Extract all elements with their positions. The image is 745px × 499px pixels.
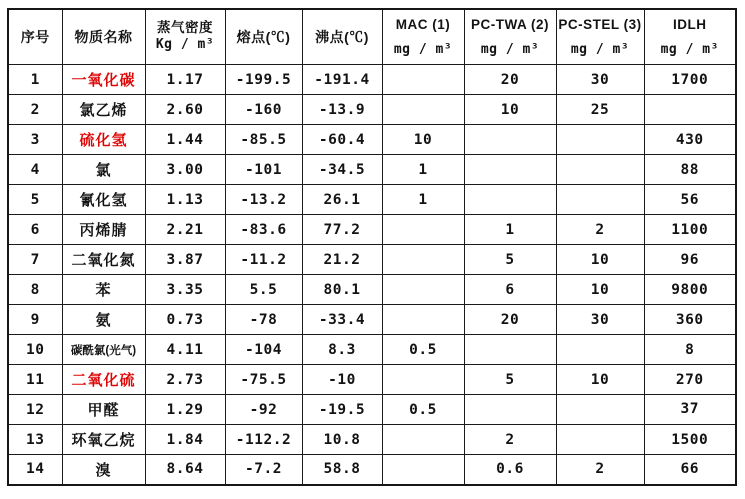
cell-mp: -92 — [225, 395, 302, 425]
cell-name: 二氧化氮 — [62, 245, 145, 275]
chemical-data-table — [7, 8, 737, 486]
cell-bp: -33.4 — [302, 305, 382, 335]
cell-mp: -104 — [225, 335, 302, 365]
cell-name: 碳酰氯(光气) — [62, 335, 145, 365]
cell-no: 11 — [8, 365, 62, 395]
cell-name: 氯 — [62, 155, 145, 185]
cell-name: 环氧乙烷 — [62, 425, 145, 455]
cell-no: 2 — [8, 95, 62, 125]
cell-mp: -78 — [225, 305, 302, 335]
cell-mp: -83.6 — [225, 215, 302, 245]
cell-bp: 8.3 — [302, 335, 382, 365]
cell-density: 2.21 — [145, 215, 225, 245]
cell-bp: -34.5 — [302, 155, 382, 185]
col-header-label: MAC (1) — [395, 17, 451, 32]
table-row — [8, 155, 736, 185]
cell-bp: 10.8 — [302, 425, 382, 455]
cell-twa: 2 — [464, 425, 556, 455]
cell-no: 10 — [8, 335, 62, 365]
table-row — [8, 95, 736, 125]
cell-no: 13 — [8, 425, 62, 455]
cell-twa: 1 — [464, 215, 556, 245]
cell-density: 2.73 — [145, 365, 225, 395]
table-row — [8, 335, 736, 365]
cell-idlh: 270 — [644, 365, 736, 395]
cell-bp: 26.1 — [302, 185, 382, 215]
cell-idlh: 37 — [644, 395, 736, 425]
cell-stel — [556, 335, 644, 365]
cell-twa — [464, 395, 556, 425]
cell-stel: 10 — [556, 245, 644, 275]
cell-twa: 20 — [464, 65, 556, 95]
cell-mac: 10 — [382, 125, 464, 155]
cell-mac — [382, 95, 464, 125]
cell-twa — [464, 155, 556, 185]
cell-density: 0.73 — [145, 305, 225, 335]
cell-stel — [556, 395, 644, 425]
cell-bp: -60.4 — [302, 125, 382, 155]
cell-stel — [556, 425, 644, 455]
col-header-lines — [645, 10, 736, 64]
table-row — [8, 245, 736, 275]
cell-stel: 2 — [556, 215, 644, 245]
cell-no: 4 — [8, 155, 62, 185]
cell-mac — [382, 305, 464, 335]
cell-no: 6 — [8, 215, 62, 245]
col-header-no: 序号 — [8, 9, 62, 65]
table-row — [8, 215, 736, 245]
header-row — [8, 9, 736, 65]
cell-density: 3.35 — [145, 275, 225, 305]
cell-idlh: 8 — [644, 335, 736, 365]
cell-idlh: 9800 — [644, 275, 736, 305]
cell-mp: -11.2 — [225, 245, 302, 275]
cell-bp: -10 — [302, 365, 382, 395]
cell-idlh: 1500 — [644, 425, 736, 455]
cell-twa: 10 — [464, 95, 556, 125]
cell-mp: -75.5 — [225, 365, 302, 395]
col-header-lines — [557, 10, 644, 64]
cell-density: 3.87 — [145, 245, 225, 275]
table-body — [8, 65, 736, 485]
cell-mac: 0.5 — [382, 335, 464, 365]
cell-stel: 10 — [556, 275, 644, 305]
table-row — [8, 185, 736, 215]
cell-density: 1.13 — [145, 185, 225, 215]
cell-mp: -199.5 — [225, 65, 302, 95]
cell-no: 9 — [8, 305, 62, 335]
cell-density: 1.29 — [145, 395, 225, 425]
col-header-unit: mg / m³ — [660, 41, 719, 57]
col-header-twa — [464, 9, 556, 65]
cell-no: 8 — [8, 275, 62, 305]
cell-bp: 21.2 — [302, 245, 382, 275]
cell-mac: 1 — [382, 155, 464, 185]
cell-mac — [382, 215, 464, 245]
cell-name: 氯乙烯 — [62, 95, 145, 125]
cell-mp: -13.2 — [225, 185, 302, 215]
table-row — [8, 425, 736, 455]
cell-mp: 5.5 — [225, 275, 302, 305]
cell-bp: 77.2 — [302, 215, 382, 245]
col-header-unit: mg / m³ — [393, 41, 453, 57]
cell-no: 5 — [8, 185, 62, 215]
cell-stel — [556, 125, 644, 155]
cell-no: 14 — [8, 455, 62, 485]
table-row — [8, 395, 736, 425]
cell-mp: -7.2 — [225, 455, 302, 485]
cell-density: 8.64 — [145, 455, 225, 485]
cell-density: 1.17 — [145, 65, 225, 95]
cell-mac — [382, 245, 464, 275]
cell-idlh: 66 — [644, 455, 736, 485]
cell-mp: -85.5 — [225, 125, 302, 155]
col-header-lines — [383, 10, 464, 64]
cell-mac — [382, 425, 464, 455]
table-row — [8, 365, 736, 395]
cell-no: 1 — [8, 65, 62, 95]
table-header — [8, 9, 736, 65]
col-header-idlh — [644, 9, 736, 65]
cell-twa — [464, 125, 556, 155]
cell-stel: 2 — [556, 455, 644, 485]
cell-bp: 58.8 — [302, 455, 382, 485]
cell-mac — [382, 65, 464, 95]
cell-mp: -160 — [225, 95, 302, 125]
cell-idlh: 96 — [644, 245, 736, 275]
cell-density: 2.60 — [145, 95, 225, 125]
cell-bp: -19.5 — [302, 395, 382, 425]
cell-twa: 6 — [464, 275, 556, 305]
cell-name: 丙烯腈 — [62, 215, 145, 245]
table-row — [8, 125, 736, 155]
cell-idlh: 430 — [644, 125, 736, 155]
table-row — [8, 275, 736, 305]
cell-density: 1.84 — [145, 425, 225, 455]
cell-twa: 0.6 — [464, 455, 556, 485]
cell-name: 甲醛 — [62, 395, 145, 425]
cell-stel: 25 — [556, 95, 644, 125]
cell-no: 7 — [8, 245, 62, 275]
col-header-label: IDLH — [673, 17, 707, 32]
cell-stel: 30 — [556, 65, 644, 95]
col-header-density — [145, 9, 225, 65]
cell-mac: 1 — [382, 185, 464, 215]
cell-name: 一氧化碳 — [62, 65, 145, 95]
table-row — [8, 455, 736, 485]
col-header-unit: Kg / m³ — [155, 37, 215, 53]
cell-name: 硫化氢 — [62, 125, 145, 155]
cell-density: 3.00 — [145, 155, 225, 185]
cell-mp: -101 — [225, 155, 302, 185]
cell-stel — [556, 185, 644, 215]
cell-bp: -13.9 — [302, 95, 382, 125]
cell-stel — [556, 155, 644, 185]
cell-name: 二氧化硫 — [62, 365, 145, 395]
cell-idlh: 1100 — [644, 215, 736, 245]
col-header-lines — [465, 10, 556, 64]
cell-name: 溴 — [62, 455, 145, 485]
col-header-label: PC-TWA (2) — [471, 17, 549, 32]
cell-bp: -191.4 — [302, 65, 382, 95]
cell-twa: 20 — [464, 305, 556, 335]
cell-idlh: 56 — [644, 185, 736, 215]
cell-name: 氰化氢 — [62, 185, 145, 215]
cell-twa — [464, 335, 556, 365]
cell-stel: 10 — [556, 365, 644, 395]
col-header-label: PC-STEL (3) — [558, 17, 642, 32]
cell-name: 苯 — [62, 275, 145, 305]
cell-mac — [382, 365, 464, 395]
cell-twa: 5 — [464, 245, 556, 275]
cell-idlh: 88 — [644, 155, 736, 185]
col-header-unit: mg / m³ — [570, 41, 630, 57]
col-header-name: 物质名称 — [62, 9, 145, 65]
col-header-label: 蒸气密度 — [157, 20, 213, 36]
cell-density: 1.44 — [145, 125, 225, 155]
col-header-stel — [556, 9, 644, 65]
cell-idlh: 1700 — [644, 65, 736, 95]
cell-no: 3 — [8, 125, 62, 155]
cell-twa: 5 — [464, 365, 556, 395]
cell-bp: 80.1 — [302, 275, 382, 305]
cell-stel: 30 — [556, 305, 644, 335]
col-header-lines — [146, 10, 225, 64]
cell-name: 氨 — [62, 305, 145, 335]
cell-no: 12 — [8, 395, 62, 425]
cell-mac — [382, 275, 464, 305]
cell-idlh: 360 — [644, 305, 736, 335]
table-row — [8, 305, 736, 335]
cell-twa — [464, 185, 556, 215]
table-row — [8, 65, 736, 95]
col-header-mp: 熔点(℃) — [225, 9, 302, 65]
cell-idlh — [644, 95, 736, 125]
cell-density: 4.11 — [145, 335, 225, 365]
cell-mp: -112.2 — [225, 425, 302, 455]
cell-mac — [382, 455, 464, 485]
col-header-bp: 沸点(℃) — [302, 9, 382, 65]
col-header-mac — [382, 9, 464, 65]
cell-mac: 0.5 — [382, 395, 464, 425]
col-header-unit: mg / m³ — [480, 41, 540, 57]
